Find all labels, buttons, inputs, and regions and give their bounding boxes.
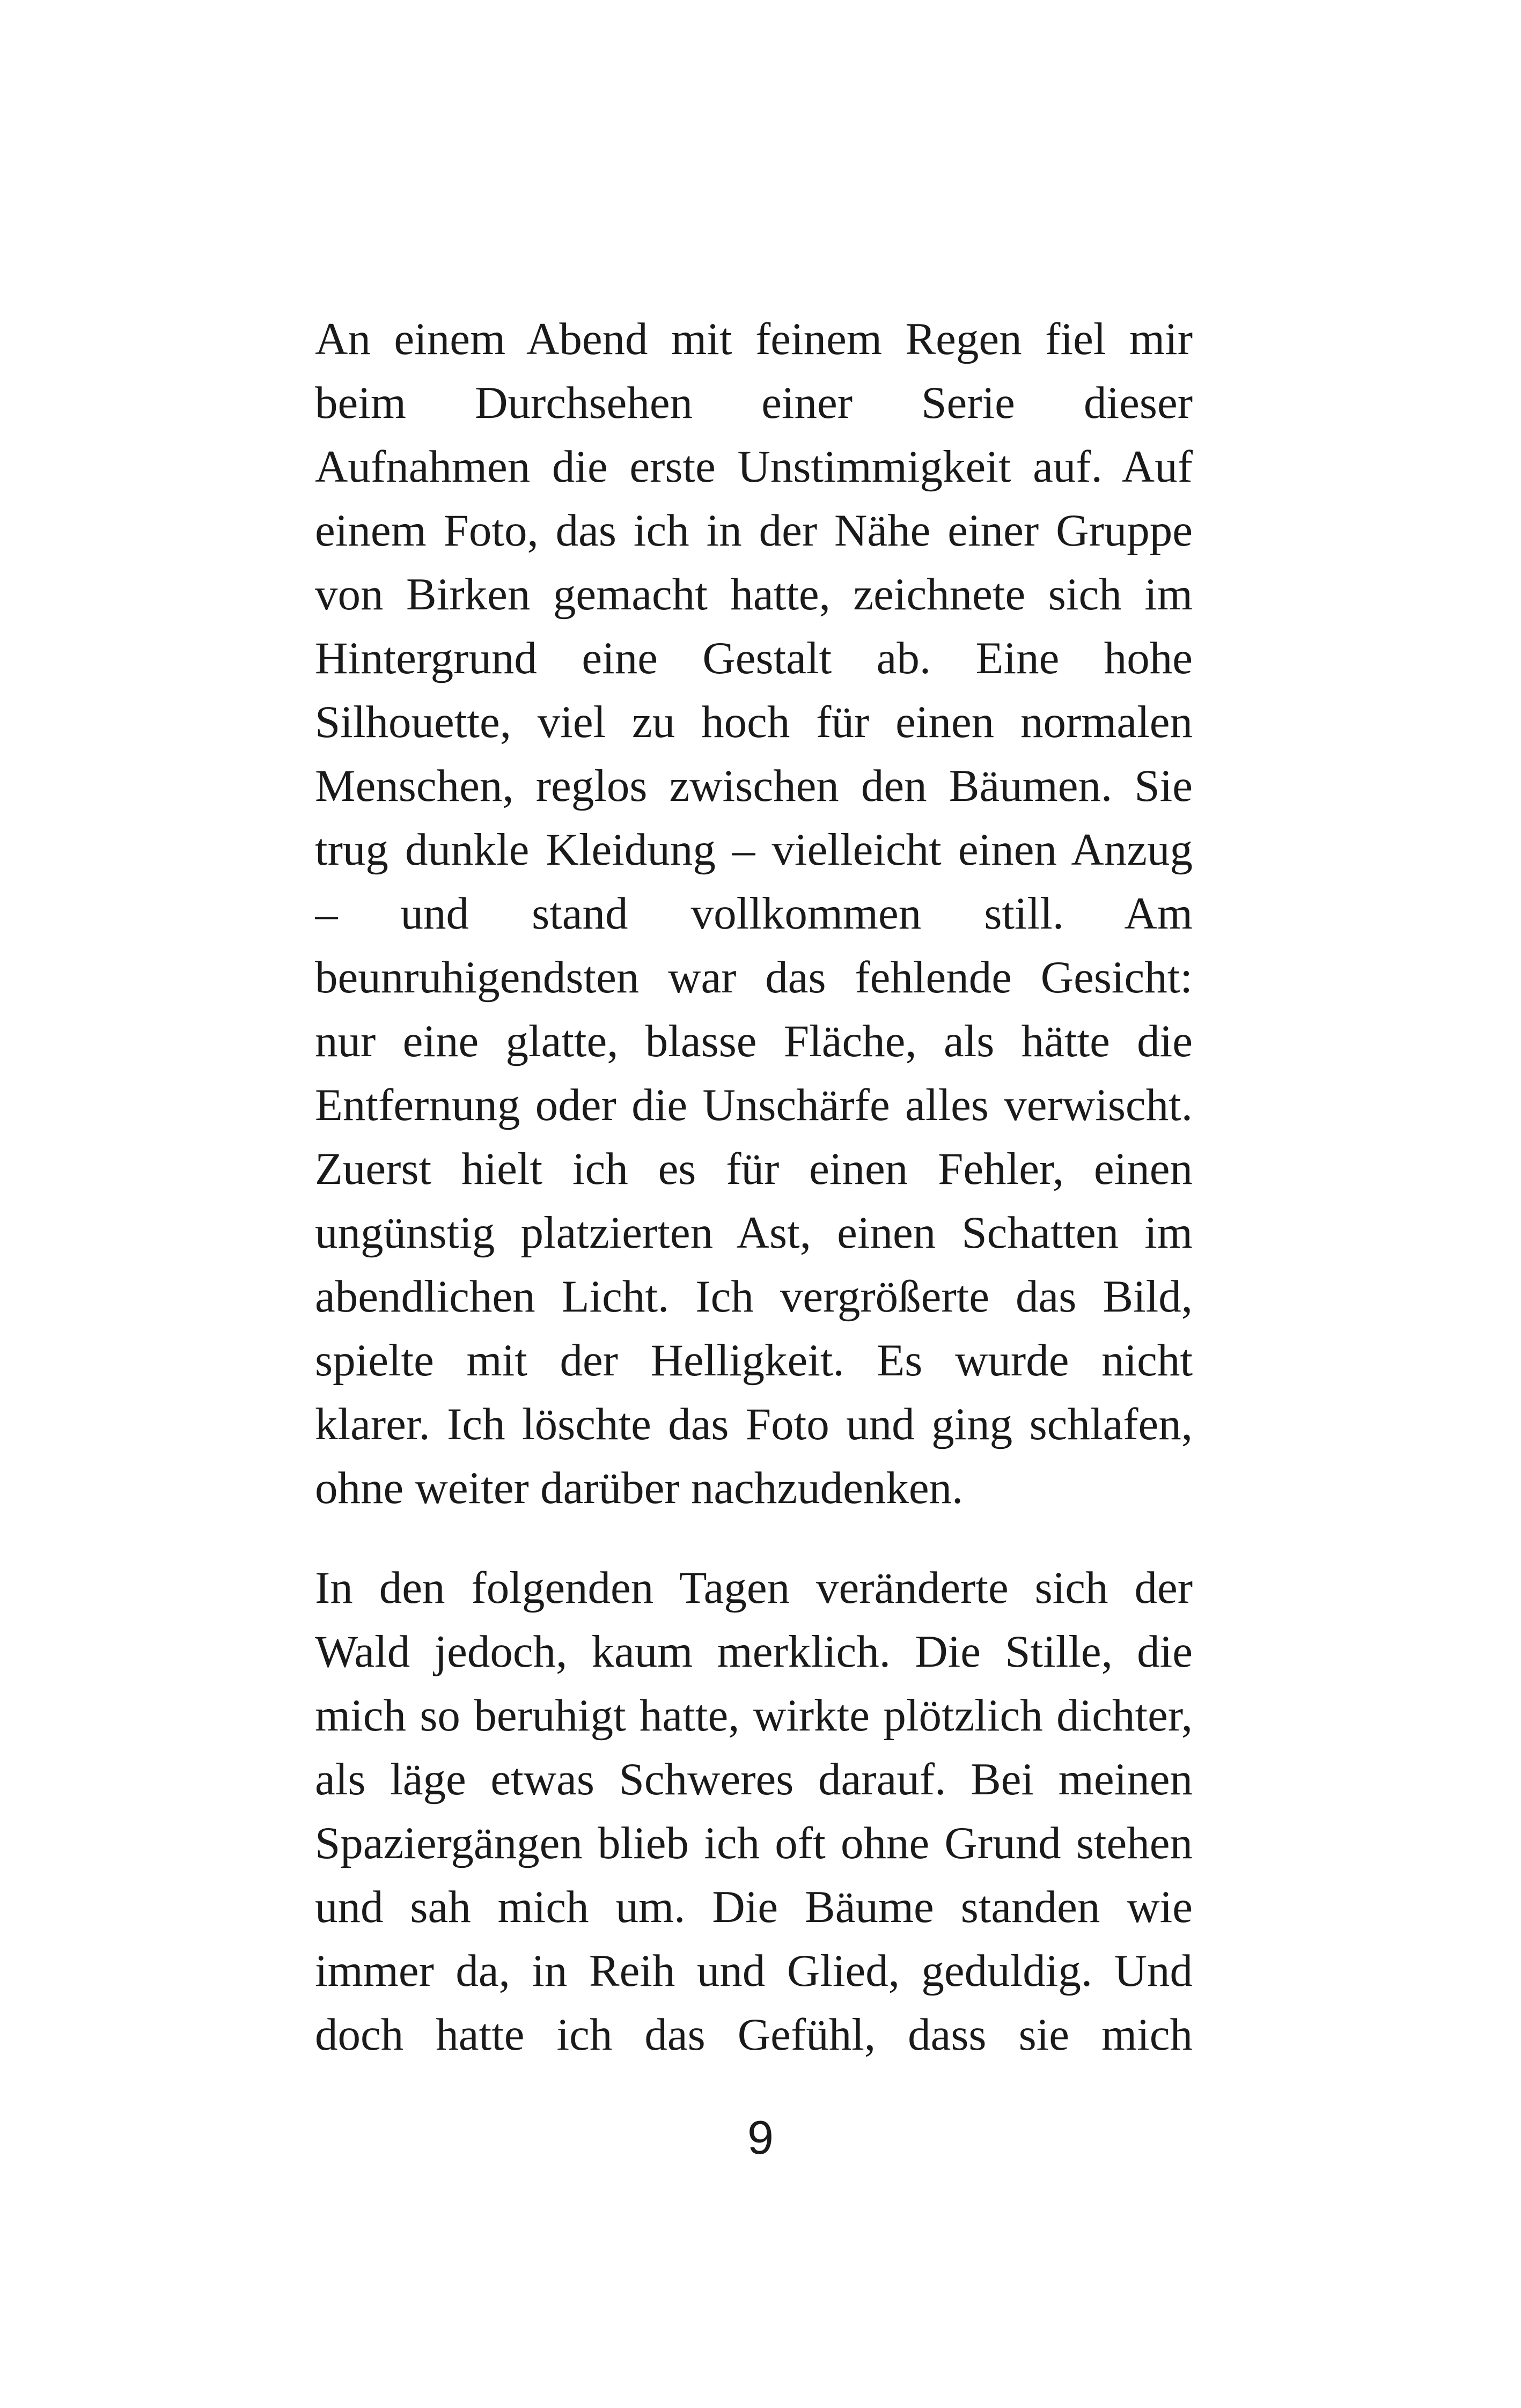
text-line: spielte mit der Helligkeit. Es wurde nicht (315, 1335, 1193, 1386)
text-line: klarer. Ich löschte das Foto und ging schlafen, (315, 1399, 1193, 1449)
text-line: immer da, in Reih und Glied, geduldig. Und (315, 1946, 1193, 1996)
text-line: Hintergrund eine Gestalt ab. Eine hohe (315, 633, 1193, 683)
text-line: In den folgenden Tagen veränderte sich der (315, 1563, 1193, 1613)
text-line: von Birken gemacht hatte, zeichnete sich im (315, 569, 1193, 620)
text-line: Entfernung oder die Unschärfe alles verwischt. (315, 1080, 1193, 1130)
text-line: Menschen, reglos zwischen den Bäumen. Sie (315, 761, 1193, 811)
text-line: beunruhigendsten war das fehlende Gesicht: (315, 952, 1193, 1003)
text-line: mich so beruhigt hatte, wirkte plötzlich dichter, (315, 1690, 1193, 1741)
paragraph-1 (315, 307, 1193, 1520)
page-number: 9 (747, 2111, 774, 2164)
text-line: einem Foto, das ich in der Nähe einer Gruppe (315, 505, 1193, 556)
text-line: als läge etwas Schweres darauf. Bei meinen (315, 1754, 1193, 1805)
paragraph-gap (315, 1520, 1193, 1556)
text-line: nur eine glatte, blasse Fläche, als hätte die (315, 1016, 1193, 1066)
text-line: abendlichen Licht. Ich vergrößerte das Bild, (315, 1271, 1193, 1322)
text-line: doch hatte ich das Gefühl, dass sie mich (315, 2009, 1193, 2060)
text-line: Aufnahmen die erste Unstimmigkeit auf. Auf (315, 441, 1193, 492)
text-line: ungünstig platzierten Ast, einen Schatten im (315, 1207, 1193, 1258)
text-line: Silhouette, viel zu hoch für einen normalen (315, 697, 1193, 747)
text-line: An einem Abend mit feinem Regen fiel mir (315, 314, 1193, 364)
text-line: ohne weiter darüber nachzudenken. (315, 1463, 964, 1513)
text-line: beim Durchsehen einer Serie dieser (315, 378, 1193, 428)
text-line: trug dunkle Kleidung – vielleicht einen Anzug (315, 824, 1193, 875)
text-line: Wald jedoch, kaum merklich. Die Stille, die (315, 1626, 1193, 1677)
text-line: und sah mich um. Die Bäume standen wie (315, 1882, 1193, 1932)
text-line: – und stand vollkommen still. Am (315, 888, 1193, 939)
paragraph-2 (315, 1556, 1193, 2067)
body-text (315, 307, 1193, 2067)
text-line: Zuerst hielt ich es für einen Fehler, einen (315, 1144, 1193, 1194)
text-line: Spaziergängen blieb ich oft ohne Grund stehen (315, 1818, 1193, 1868)
